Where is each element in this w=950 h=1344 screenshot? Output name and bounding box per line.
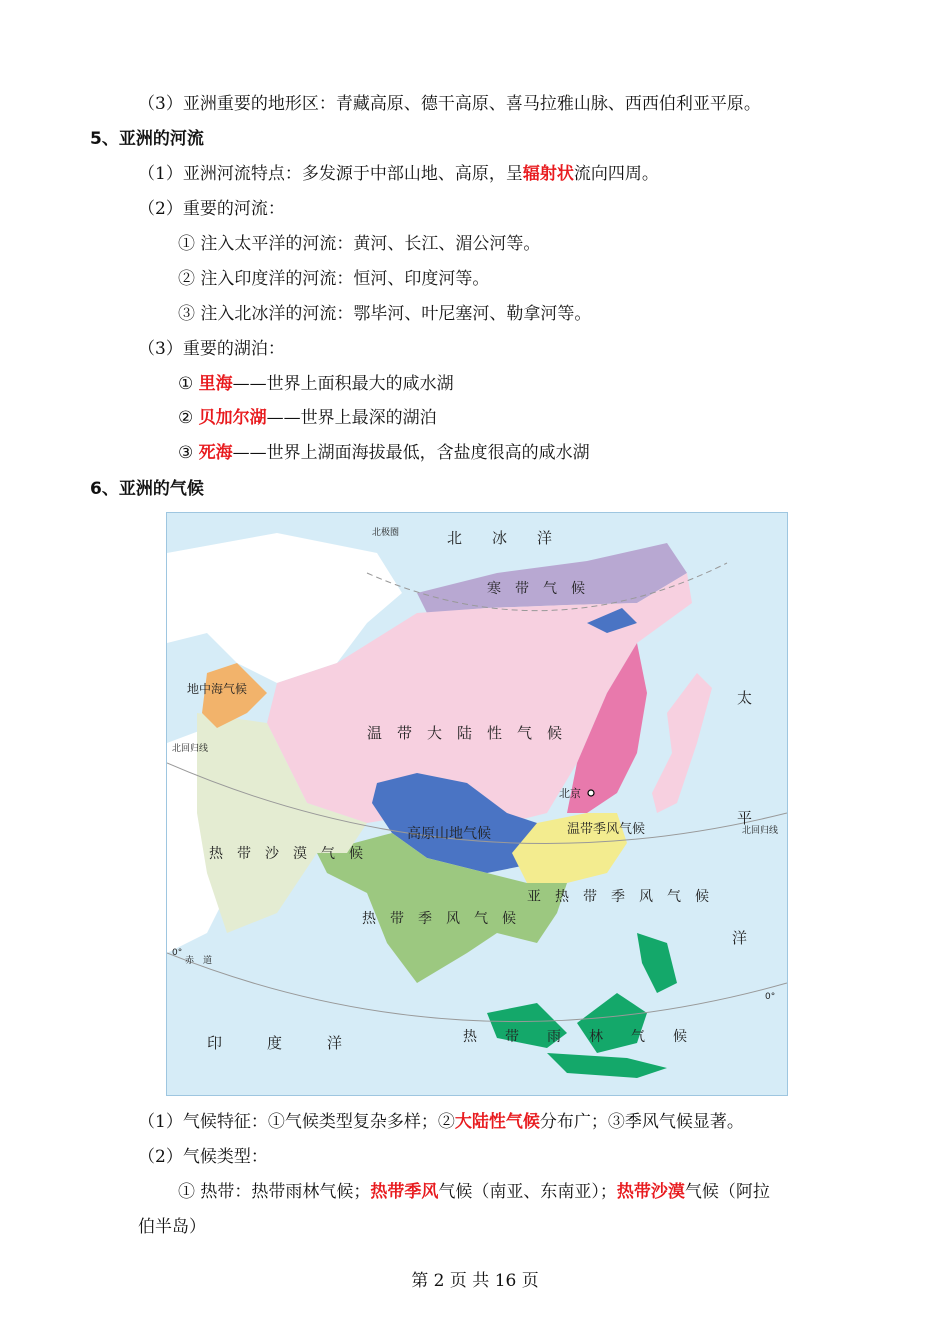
asia-climate-map bbox=[166, 512, 788, 1096]
river-feature-text: （1）亚洲河流特点：多发源于中部山地、高原，呈 bbox=[138, 164, 523, 184]
important-lakes-label: （3）重要的湖泊： bbox=[138, 339, 285, 359]
highlight-tropical-monsoon: 热带季风 bbox=[370, 1182, 439, 1202]
num-1: ① bbox=[178, 374, 199, 394]
deg0-left: 0° bbox=[172, 948, 183, 958]
pacific-label-3: 洋 bbox=[732, 929, 748, 947]
pacific-rivers: ① 注入太平洋的河流：黄河、长江、湄公河等。 bbox=[178, 234, 541, 254]
caspian-desc: ——世界上面积最大的咸水湖 bbox=[232, 374, 454, 394]
tropic-west-label: 北回归线 bbox=[172, 744, 209, 754]
river-feature-tail: 流向四周。 bbox=[573, 164, 659, 184]
climate-feature-text: （1）气候特征：①气候类型复杂多样；② bbox=[138, 1112, 455, 1132]
num-3: ③ bbox=[178, 443, 199, 463]
beijing-label: 北京 bbox=[559, 787, 581, 800]
pacific-label-2: 平 bbox=[737, 809, 753, 827]
highlight-radial: 辐射状 bbox=[522, 164, 574, 184]
climate-feature-tail: 分布广；③季风气候显著。 bbox=[539, 1112, 744, 1132]
indian-ocean-label: 印 度 洋 bbox=[207, 1034, 343, 1052]
lake-deadsea bbox=[178, 441, 590, 465]
deg0-right: 0° bbox=[765, 992, 776, 1002]
tropical-types-text: ① 热带：热带雨林气候； bbox=[178, 1182, 371, 1202]
heading-climate: 6、亚洲的气候 bbox=[90, 479, 204, 499]
tropical-monsoon-text: 气候（南亚、东南亚）； bbox=[438, 1182, 617, 1202]
heading-rivers: 5、亚洲的河流 bbox=[90, 129, 204, 149]
arctic-circle-label: 北极圈 bbox=[372, 528, 400, 538]
highlight-tropical-desert: 热带沙漠 bbox=[616, 1182, 685, 1202]
highlight-caspian: 里海 bbox=[198, 374, 233, 394]
temperate-monsoon-label: 温带季风气候 bbox=[567, 822, 646, 837]
climate-types-label: （2）气候类型： bbox=[138, 1147, 268, 1167]
highlight-baikal: 贝加尔湖 bbox=[198, 408, 267, 428]
arctic-rivers: ③ 注入北冰洋的河流：鄂毕河、叶尼塞河、勒拿河等。 bbox=[178, 304, 592, 324]
landform-line: （3）亚洲重要的地形区：青藏高原、德干高原、喜马拉雅山脉、西西伯利亚平原。 bbox=[138, 94, 761, 114]
tropical-desert-text: 气候（阿拉 bbox=[684, 1182, 770, 1202]
climate-feature-line bbox=[138, 1110, 744, 1134]
tropical-monsoon-label: 热 带 季 风 气 候 bbox=[362, 911, 516, 927]
highlight-continental: 大陆性气候 bbox=[454, 1112, 540, 1132]
tropical-desert-label: 热 带 沙 漠 气 候 bbox=[209, 846, 363, 862]
mediterranean-label: 地中海气候 bbox=[187, 682, 248, 696]
deadsea-desc: ——世界上湖面海拔最低，含盐度很高的咸水湖 bbox=[232, 443, 590, 463]
tropic-east-label: 北回归线 bbox=[742, 826, 779, 836]
page-footer: 第 2 页 共 16 页 bbox=[411, 1271, 539, 1291]
cold-zone-label: 寒 带 气 候 bbox=[487, 581, 585, 597]
plateau-label: 高原山地气候 bbox=[407, 826, 491, 842]
tropical-types-line bbox=[178, 1180, 770, 1204]
highlight-deadsea: 死海 bbox=[198, 443, 233, 463]
baikal-desc: ——世界上最深的湖泊 bbox=[266, 408, 437, 428]
tropical-types-line-2: 伯半岛） bbox=[138, 1217, 206, 1237]
beijing-marker bbox=[588, 790, 594, 796]
num-2: ② bbox=[178, 408, 199, 428]
equator-label: 赤 道 bbox=[185, 956, 213, 966]
subtropical-monsoon-label: 亚 热 带 季 风 气 候 bbox=[527, 889, 709, 905]
river-feature-line bbox=[138, 162, 659, 186]
indian-rivers: ② 注入印度洋的河流：恒河、印度河等。 bbox=[178, 269, 490, 289]
rainforest-label: 热 带 雨 林 气 候 bbox=[463, 1029, 687, 1045]
important-rivers-label: （2）重要的河流： bbox=[138, 199, 285, 219]
pacific-label-1: 太 bbox=[737, 689, 753, 707]
lake-caspian bbox=[178, 372, 454, 396]
lake-baikal bbox=[178, 406, 437, 430]
ocean-north-label: 北 冰 洋 bbox=[447, 529, 553, 547]
temperate-continental-label: 温 带 大 陆 性 气 候 bbox=[367, 724, 563, 742]
